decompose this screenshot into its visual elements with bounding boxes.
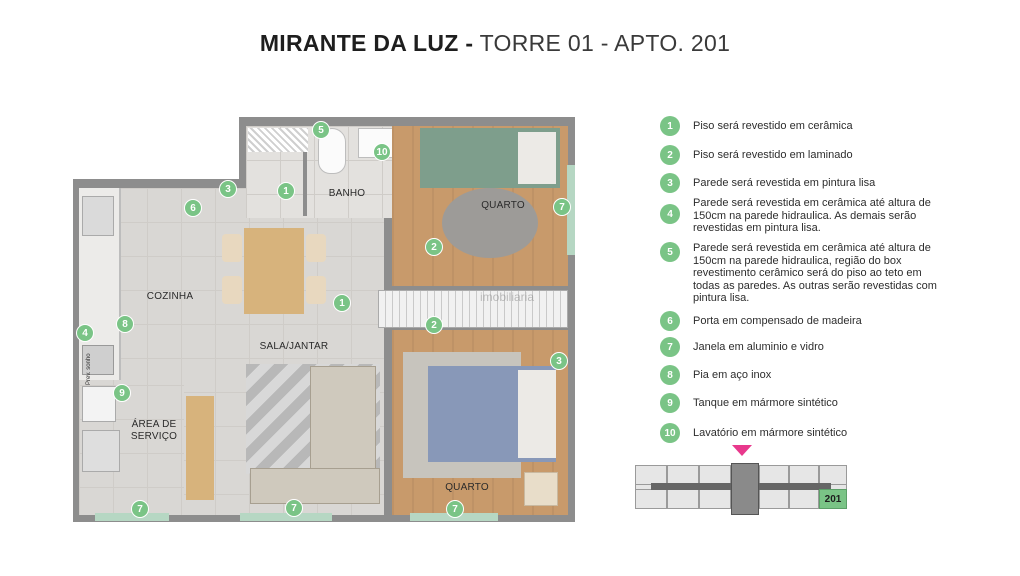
chair <box>222 234 242 262</box>
key-plan <box>635 445 850 515</box>
legend-number: 2 <box>660 145 680 165</box>
legend-text: Piso será revestido em cerâmica <box>693 120 853 132</box>
sofa-chaise <box>250 468 380 504</box>
marker-2: 2 <box>425 316 443 334</box>
legend-item <box>660 145 943 165</box>
unit-cell <box>789 489 819 509</box>
legend-number: 4 <box>660 204 680 224</box>
marker-2: 2 <box>425 238 443 256</box>
marker-7: 7 <box>285 499 303 517</box>
unit-cell <box>789 465 819 485</box>
legend-text: Parede será revestida em cerâmica até altura de 150cm na parede hidraulica. As demais serão revestidas em pintura lisa. <box>693 197 931 234</box>
room-label-servico-2: SERVIÇO <box>130 431 178 442</box>
prev-sonho-label: Prev. sonho <box>86 353 92 385</box>
legend-item <box>660 365 943 385</box>
unit-cell <box>699 489 731 509</box>
marker-9: 9 <box>113 384 131 402</box>
chair <box>306 276 326 304</box>
tanque <box>82 386 116 422</box>
legend-number: 5 <box>660 242 680 262</box>
legend-number: 8 <box>660 365 680 385</box>
legend-text: Tanque em mármore sintético <box>693 397 838 409</box>
location-indicator-icon <box>732 445 752 456</box>
legend-text: Porta em compensado de madeira <box>693 315 862 327</box>
wardrobe-top <box>378 290 568 328</box>
legend-number: 6 <box>660 311 680 331</box>
legend-item <box>660 337 943 357</box>
marker-3: 3 <box>219 180 237 198</box>
marker-4: 4 <box>76 324 94 342</box>
dining-table <box>244 228 304 314</box>
legend-item <box>660 393 943 413</box>
bed-top-pillows <box>518 132 556 184</box>
nightstand <box>524 472 558 506</box>
unit-cell <box>819 465 847 485</box>
legend-text: Pia em aço inox <box>693 369 772 381</box>
legend-number: 1 <box>660 116 680 136</box>
unit-cell <box>667 489 699 509</box>
unit-201-highlight: 201 <box>819 489 847 509</box>
shower-area <box>248 128 308 152</box>
room-label-banho: BANHO <box>328 188 366 199</box>
core <box>731 463 759 515</box>
washing-machine <box>82 430 120 472</box>
marker-10: 10 <box>373 143 391 161</box>
legend-text: Parede será revestida em cerâmica até altura de 150cm na parede hidraulica, região do box revestimento cerâmico será do piso ao teto em todas as paredes. As outras serão revestidas com pintura lisa. <box>693 242 937 304</box>
legend-item <box>660 242 943 305</box>
legend-item <box>660 423 943 443</box>
unit-cell <box>759 465 789 485</box>
marker-6: 6 <box>184 199 202 217</box>
legend-item <box>660 197 943 235</box>
legend-item <box>660 311 943 331</box>
unit-cell <box>759 489 789 509</box>
marker-7: 7 <box>553 198 571 216</box>
rug-top <box>442 188 538 258</box>
bed-bottom-pillows <box>518 370 556 458</box>
marker-5: 5 <box>312 121 330 139</box>
room-label-quarto-bottom: QUARTO <box>445 482 489 493</box>
window-sala <box>240 513 332 521</box>
marker-3: 3 <box>550 352 568 370</box>
room-label-cozinha: COZINHA <box>146 291 194 302</box>
chair <box>306 234 326 262</box>
legend-item <box>660 173 943 193</box>
legend-text: Piso será revestido em laminado <box>693 149 853 161</box>
marker-1: 1 <box>333 294 351 312</box>
watermark-text: imobiliaria <box>480 290 535 304</box>
unit-cell <box>699 465 731 485</box>
legend-text: Parede será revestida em pintura lisa <box>693 177 876 189</box>
chair <box>222 276 242 304</box>
unit-cell <box>667 465 699 485</box>
legend-number: 7 <box>660 337 680 357</box>
title-project: MIRANTE DA LUZ - <box>259 30 474 56</box>
marker-7: 7 <box>131 500 149 518</box>
marker-7: 7 <box>446 500 464 518</box>
unit-cell <box>635 489 667 509</box>
unit-cell <box>635 465 667 485</box>
marker-1: 1 <box>277 182 295 200</box>
room-label-quarto-top: QUARTO <box>481 200 525 211</box>
legend-item <box>660 116 943 136</box>
tv-console <box>186 396 214 500</box>
legend-text: Lavatório em mármore sintético <box>693 427 848 439</box>
legend-number: 3 <box>660 173 680 193</box>
legend-number: 9 <box>660 393 680 413</box>
shower-partition <box>303 152 307 216</box>
fridge <box>82 196 114 236</box>
legend-text: Janela em aluminio e vidro <box>693 341 824 353</box>
room-label-servico-1: ÁREA DE <box>131 419 177 430</box>
title-unit: TORRE 01 - APTO. 201 <box>479 30 731 56</box>
room-label-sala: SALA/JANTAR <box>259 341 329 352</box>
legend-number: 10 <box>660 423 680 443</box>
marker-8: 8 <box>116 315 134 333</box>
